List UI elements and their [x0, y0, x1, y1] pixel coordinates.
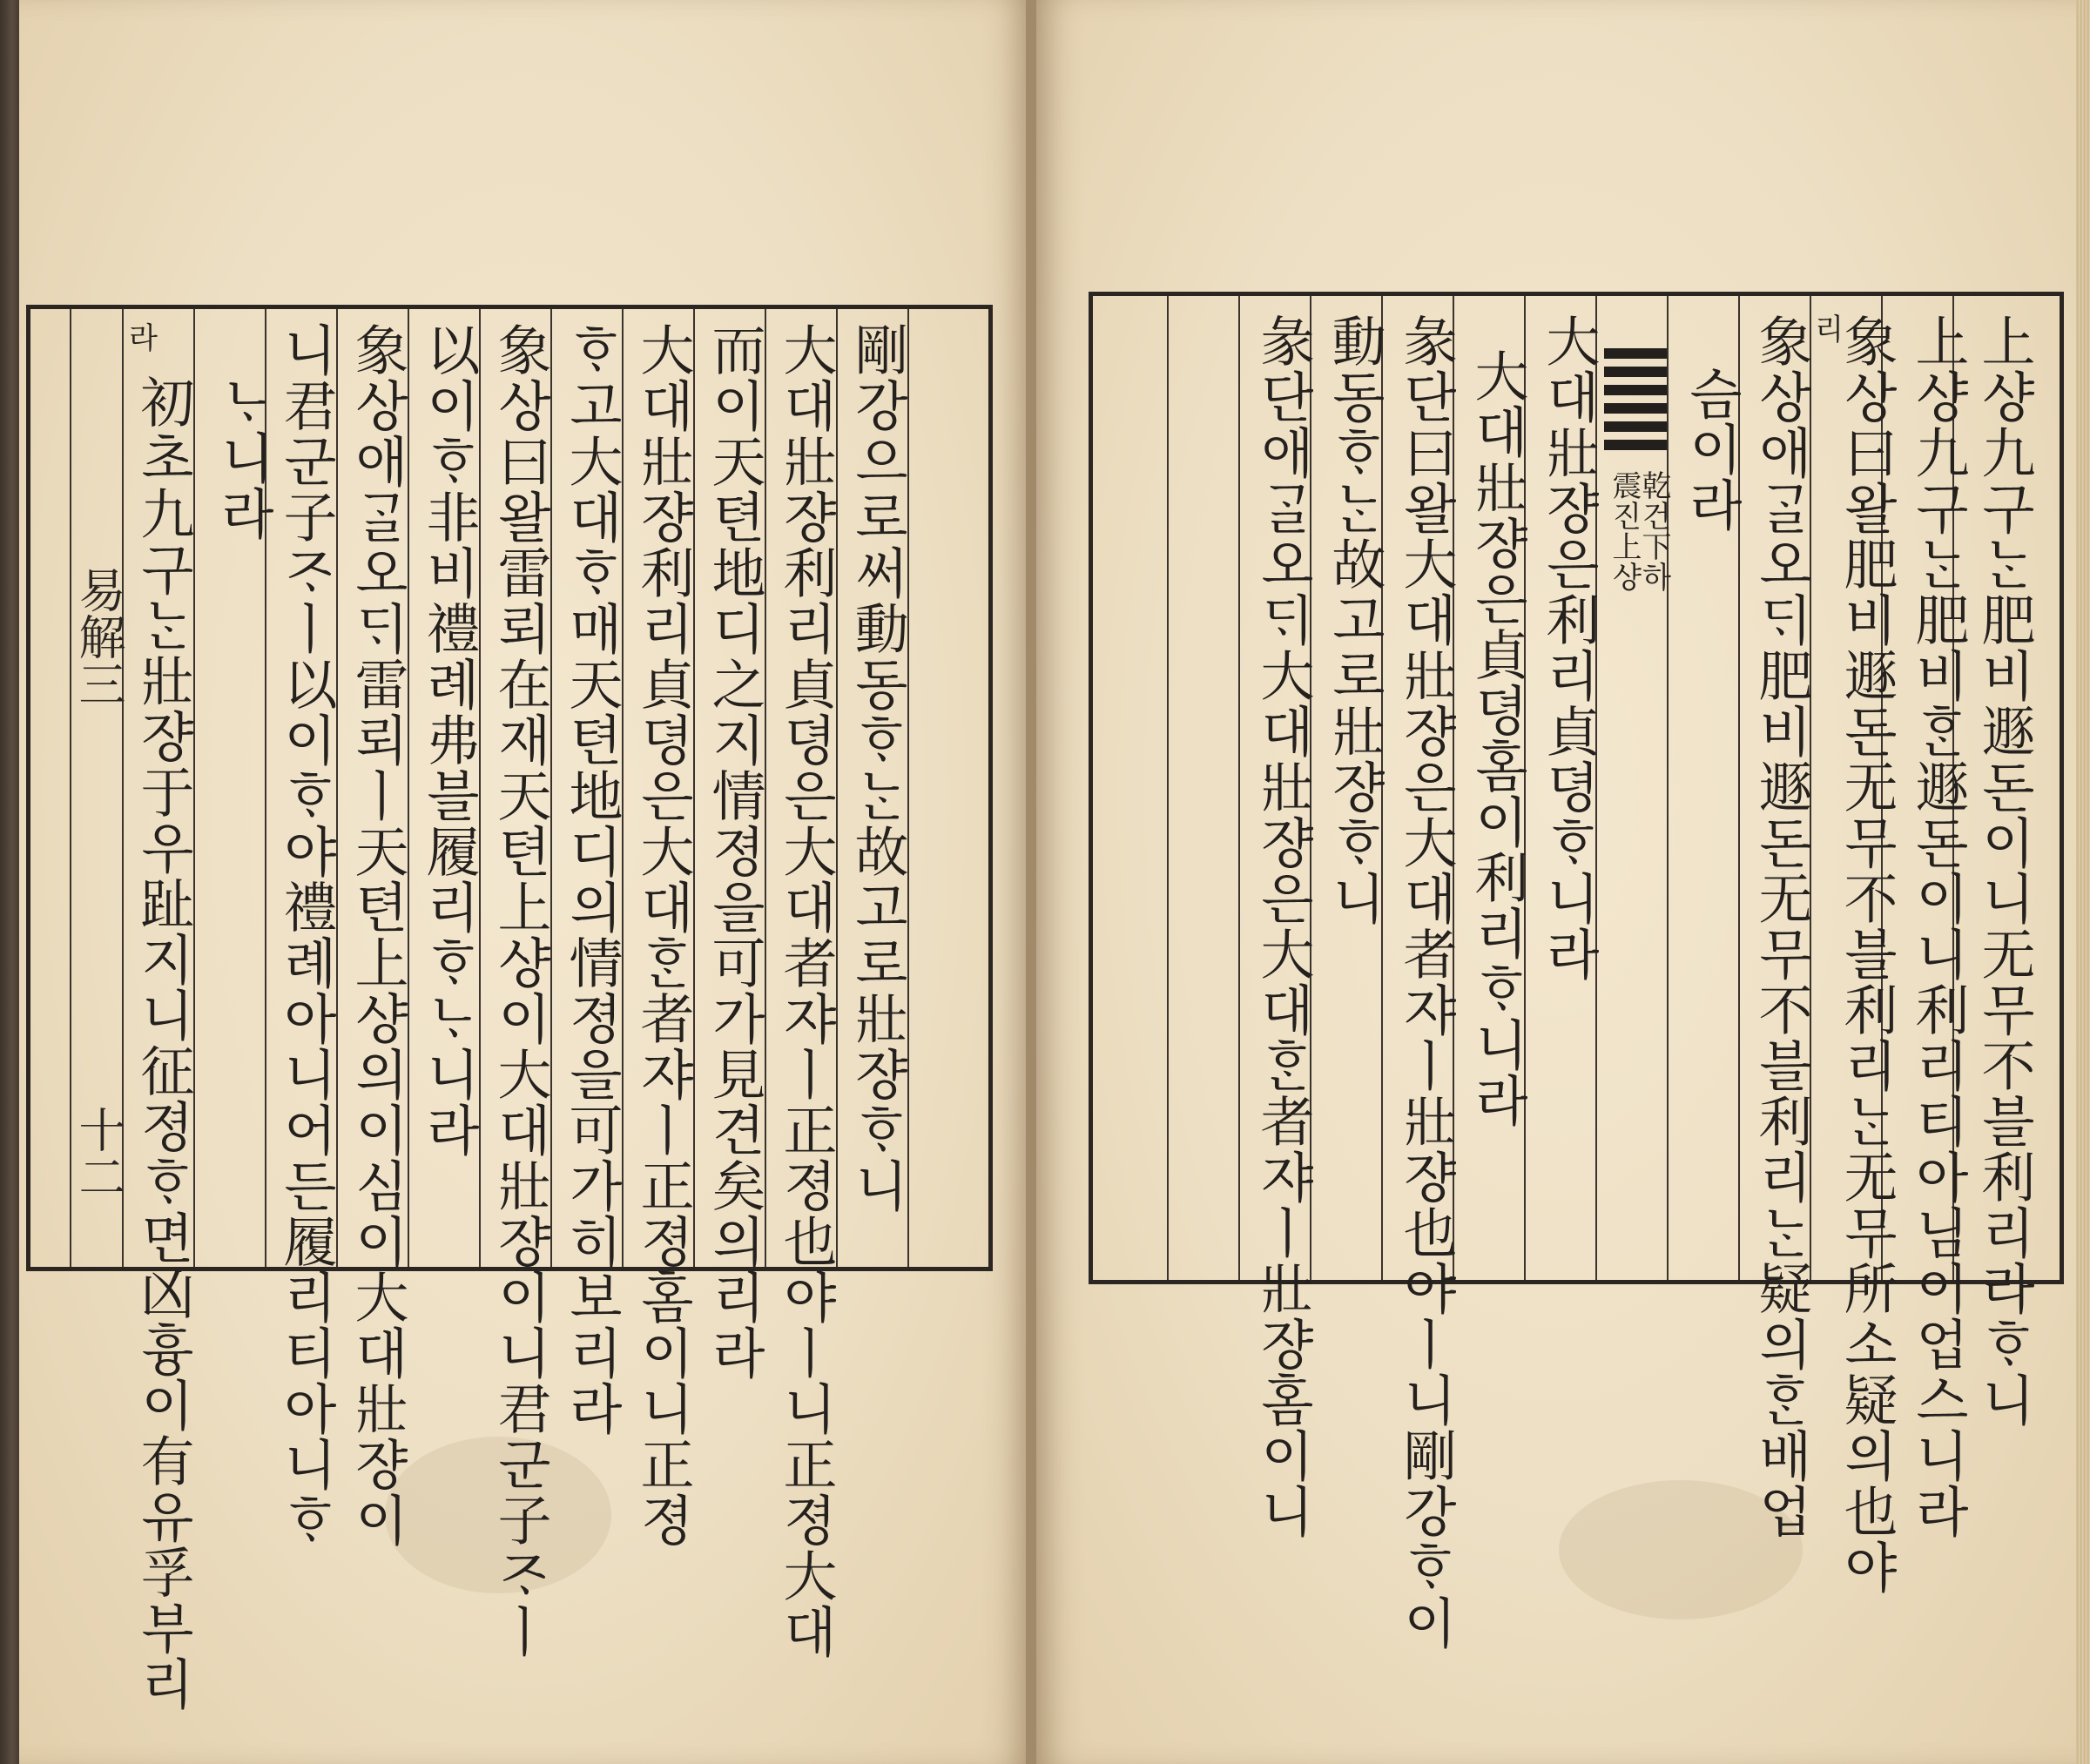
column-rule	[1167, 296, 1169, 1280]
text-column: 大대壯쟝은貞뎡홈이利리ᄒᆞ니라	[1466, 348, 1529, 1128]
text-column: 動동ᄒᆞᄂᆞᆫ故고로壯쟝ᄒᆞ니	[1323, 313, 1386, 926]
text-column: 大대壯쟝利리貞뎡은大대者쟈ㅣ正졍也야ㅣ니正졍大대	[774, 322, 838, 1660]
text-column: ᄂᆞ니라	[212, 374, 275, 542]
text-column: 니君군子ᄌᆞㅣ以이ᄒᆞ야禮례아니어든履리티아니ᄒᆞ	[274, 322, 338, 1548]
page-edges	[2076, 0, 2090, 1764]
text-column: ᄒᆞ고大대ᄒᆞ매天텬地디의情졍을可가히보리라	[560, 322, 624, 1437]
text-column: 象상애ᄀᆞᆯ오ᄃᆡ肥비遯돈无무不블利리ᄂᆞᆫ疑의ᄒᆞᆫ배업	[1750, 313, 1813, 1539]
right-page	[1036, 0, 2077, 1764]
text-column: 象상曰왈肥비遯돈无무不블利리ᄂᆞᆫ无무所소疑의也야	[1835, 313, 1898, 1595]
text-column: 剛강으로써動동ᄒᆞᄂᆞᆫ故고로壯쟝ᄒᆞ니	[846, 322, 909, 1214]
text-column: 라	[123, 322, 158, 353]
page-number: 十二	[71, 1106, 126, 1200]
column-rule	[1667, 296, 1669, 1280]
text-column: 而이天텬地디之지情졍을可가見견矣의리라	[703, 322, 766, 1381]
text-column: 上샹九구ᄂᆞᆫ肥비ᄒᆞᆫ遯돈이니利리티아님이업스니라	[1906, 313, 1970, 1539]
margin-label: 易解三	[71, 566, 126, 707]
text-column: 象상曰왈雷뢰在재天텬上샹이大대壯쟝이니君군子ᄌᆞㅣ	[489, 322, 552, 1660]
text-column: 大대壯쟝利리貞뎡은大대ᄒᆞᆫ者쟈ㅣ正졍홈이니正졍	[631, 322, 695, 1548]
text-column: 슴이라	[1680, 366, 1743, 533]
text-column: 彖단애ᄀᆞᆯ오ᄃᆡ大대壯쟝은大대ᄒᆞᆫ者쟈ㅣ壯쟝홈이니	[1251, 313, 1315, 1539]
hexagram-icon	[1604, 348, 1667, 458]
trigram-note-upper: 震진上샹	[1607, 470, 1642, 592]
text-column: 以이ᄒᆞ非비禮례弗블履리ᄒᆞᄂᆞ니라	[417, 322, 481, 1158]
text-column: 象상애ᄀᆞᆯ오ᄃᆡ雷뢰ㅣ天텬上샹의이심이大대壯쟝이	[346, 322, 409, 1548]
text-column: 리	[1809, 313, 1844, 344]
text-column: 大대壯쟝은利리貞뎡ᄒᆞ니라	[1537, 313, 1601, 982]
text-column: 上샹九구ᄂᆞᆫ肥비遯돈이니无무不블利리라ᄒᆞ니	[1972, 313, 2036, 1428]
trigram-note-lower: 乾건下하	[1636, 470, 1671, 592]
text-column: 彖단曰왈大대壯쟝은大대者쟈ㅣ壯쟝也야ㅣ니剛강ᄒᆞ이	[1394, 313, 1458, 1651]
text-column: 初초九구ᄂᆞᆫ壯쟝于우趾지니征졍ᄒᆞ면凶흉이有유孚부리	[131, 374, 195, 1712]
left-page	[19, 0, 1029, 1764]
column-rule	[1238, 296, 1240, 1280]
